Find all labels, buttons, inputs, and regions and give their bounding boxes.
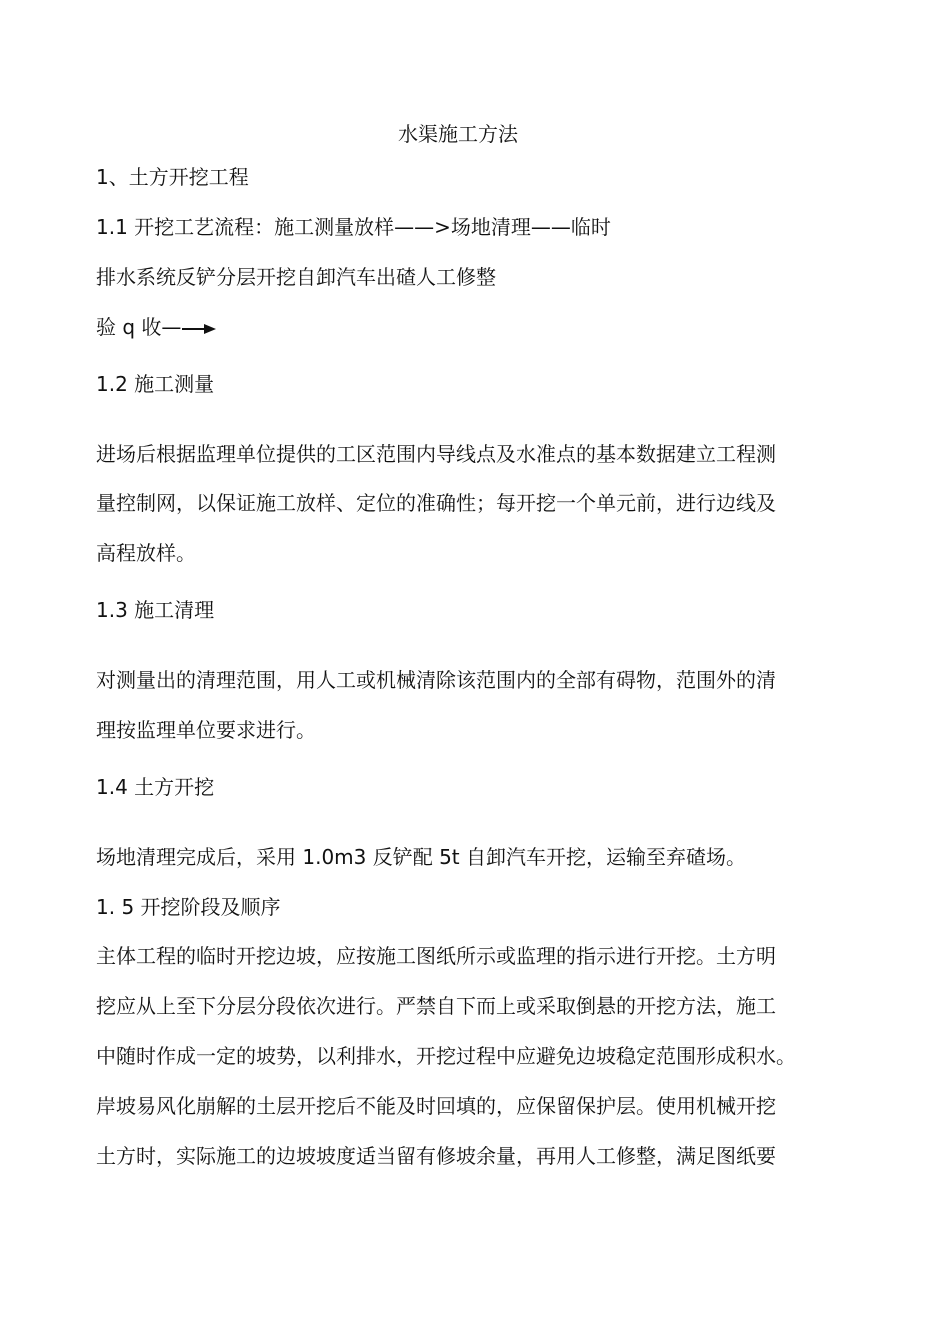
paragraph-line: 进场后根据监理单位提供的工区范围内导线点及水准点的基本数据建立工程测 [96, 442, 776, 466]
flow-line-1: 1.1 开挖工艺流程：施工测量放样——>场地清理——临时 [96, 215, 611, 239]
subheading-1-2: 1.2 施工测量 [96, 372, 215, 396]
paragraph-line: 对测量出的清理范围，用人工或机械清除该范围内的全部有碍物，范围外的清 [96, 668, 776, 692]
paragraph-line: 挖应从上至下分层分段依次进行。严禁自下而上或采取倒悬的开挖方法，施工 [96, 994, 776, 1018]
paragraph-line: 场地清理完成后，采用 1.0m3 反铲配 5t 自卸汽车开挖，运输至弃碴场。 [96, 845, 747, 869]
paragraph-line: 土方时，实际施工的边坡坡度适当留有修坡余量，再用人工修整，满足图纸要 [96, 1144, 776, 1168]
section-heading: 1、土方开挖工程 [96, 165, 249, 189]
flow-line-2: 排水系统反铲分层开挖自卸汽车出碴人工修整 [96, 265, 496, 289]
right-arrow-icon [182, 323, 216, 335]
paragraph-line: 理按监理单位要求进行。 [96, 718, 316, 742]
document-title: 水渠施工方法 [398, 122, 518, 146]
subheading-1-4: 1.4 土方开挖 [96, 775, 215, 799]
subheading-1-5: 1. 5 开挖阶段及顺序 [96, 895, 281, 919]
paragraph-line: 主体工程的临时开挖边坡，应按施工图纸所示或监理的指示进行开挖。土方明 [96, 944, 776, 968]
flow-line-3 [96, 315, 216, 339]
paragraph-line: 高程放样。 [96, 541, 196, 565]
flow-line-3-text: 验 q 收— [96, 315, 182, 339]
paragraph-line: 中随时作成一定的坡势，以利排水，开挖过程中应避免边坡稳定范围形成积水。 [96, 1044, 796, 1068]
paragraph-line: 量控制网，以保证施工放样、定位的准确性；每开挖一个单元前，进行边线及 [96, 491, 776, 515]
paragraph-line: 岸坡易风化崩解的土层开挖后不能及时回填的，应保留保护层。使用机械开挖 [96, 1094, 776, 1118]
subheading-1-3: 1.3 施工清理 [96, 598, 215, 622]
